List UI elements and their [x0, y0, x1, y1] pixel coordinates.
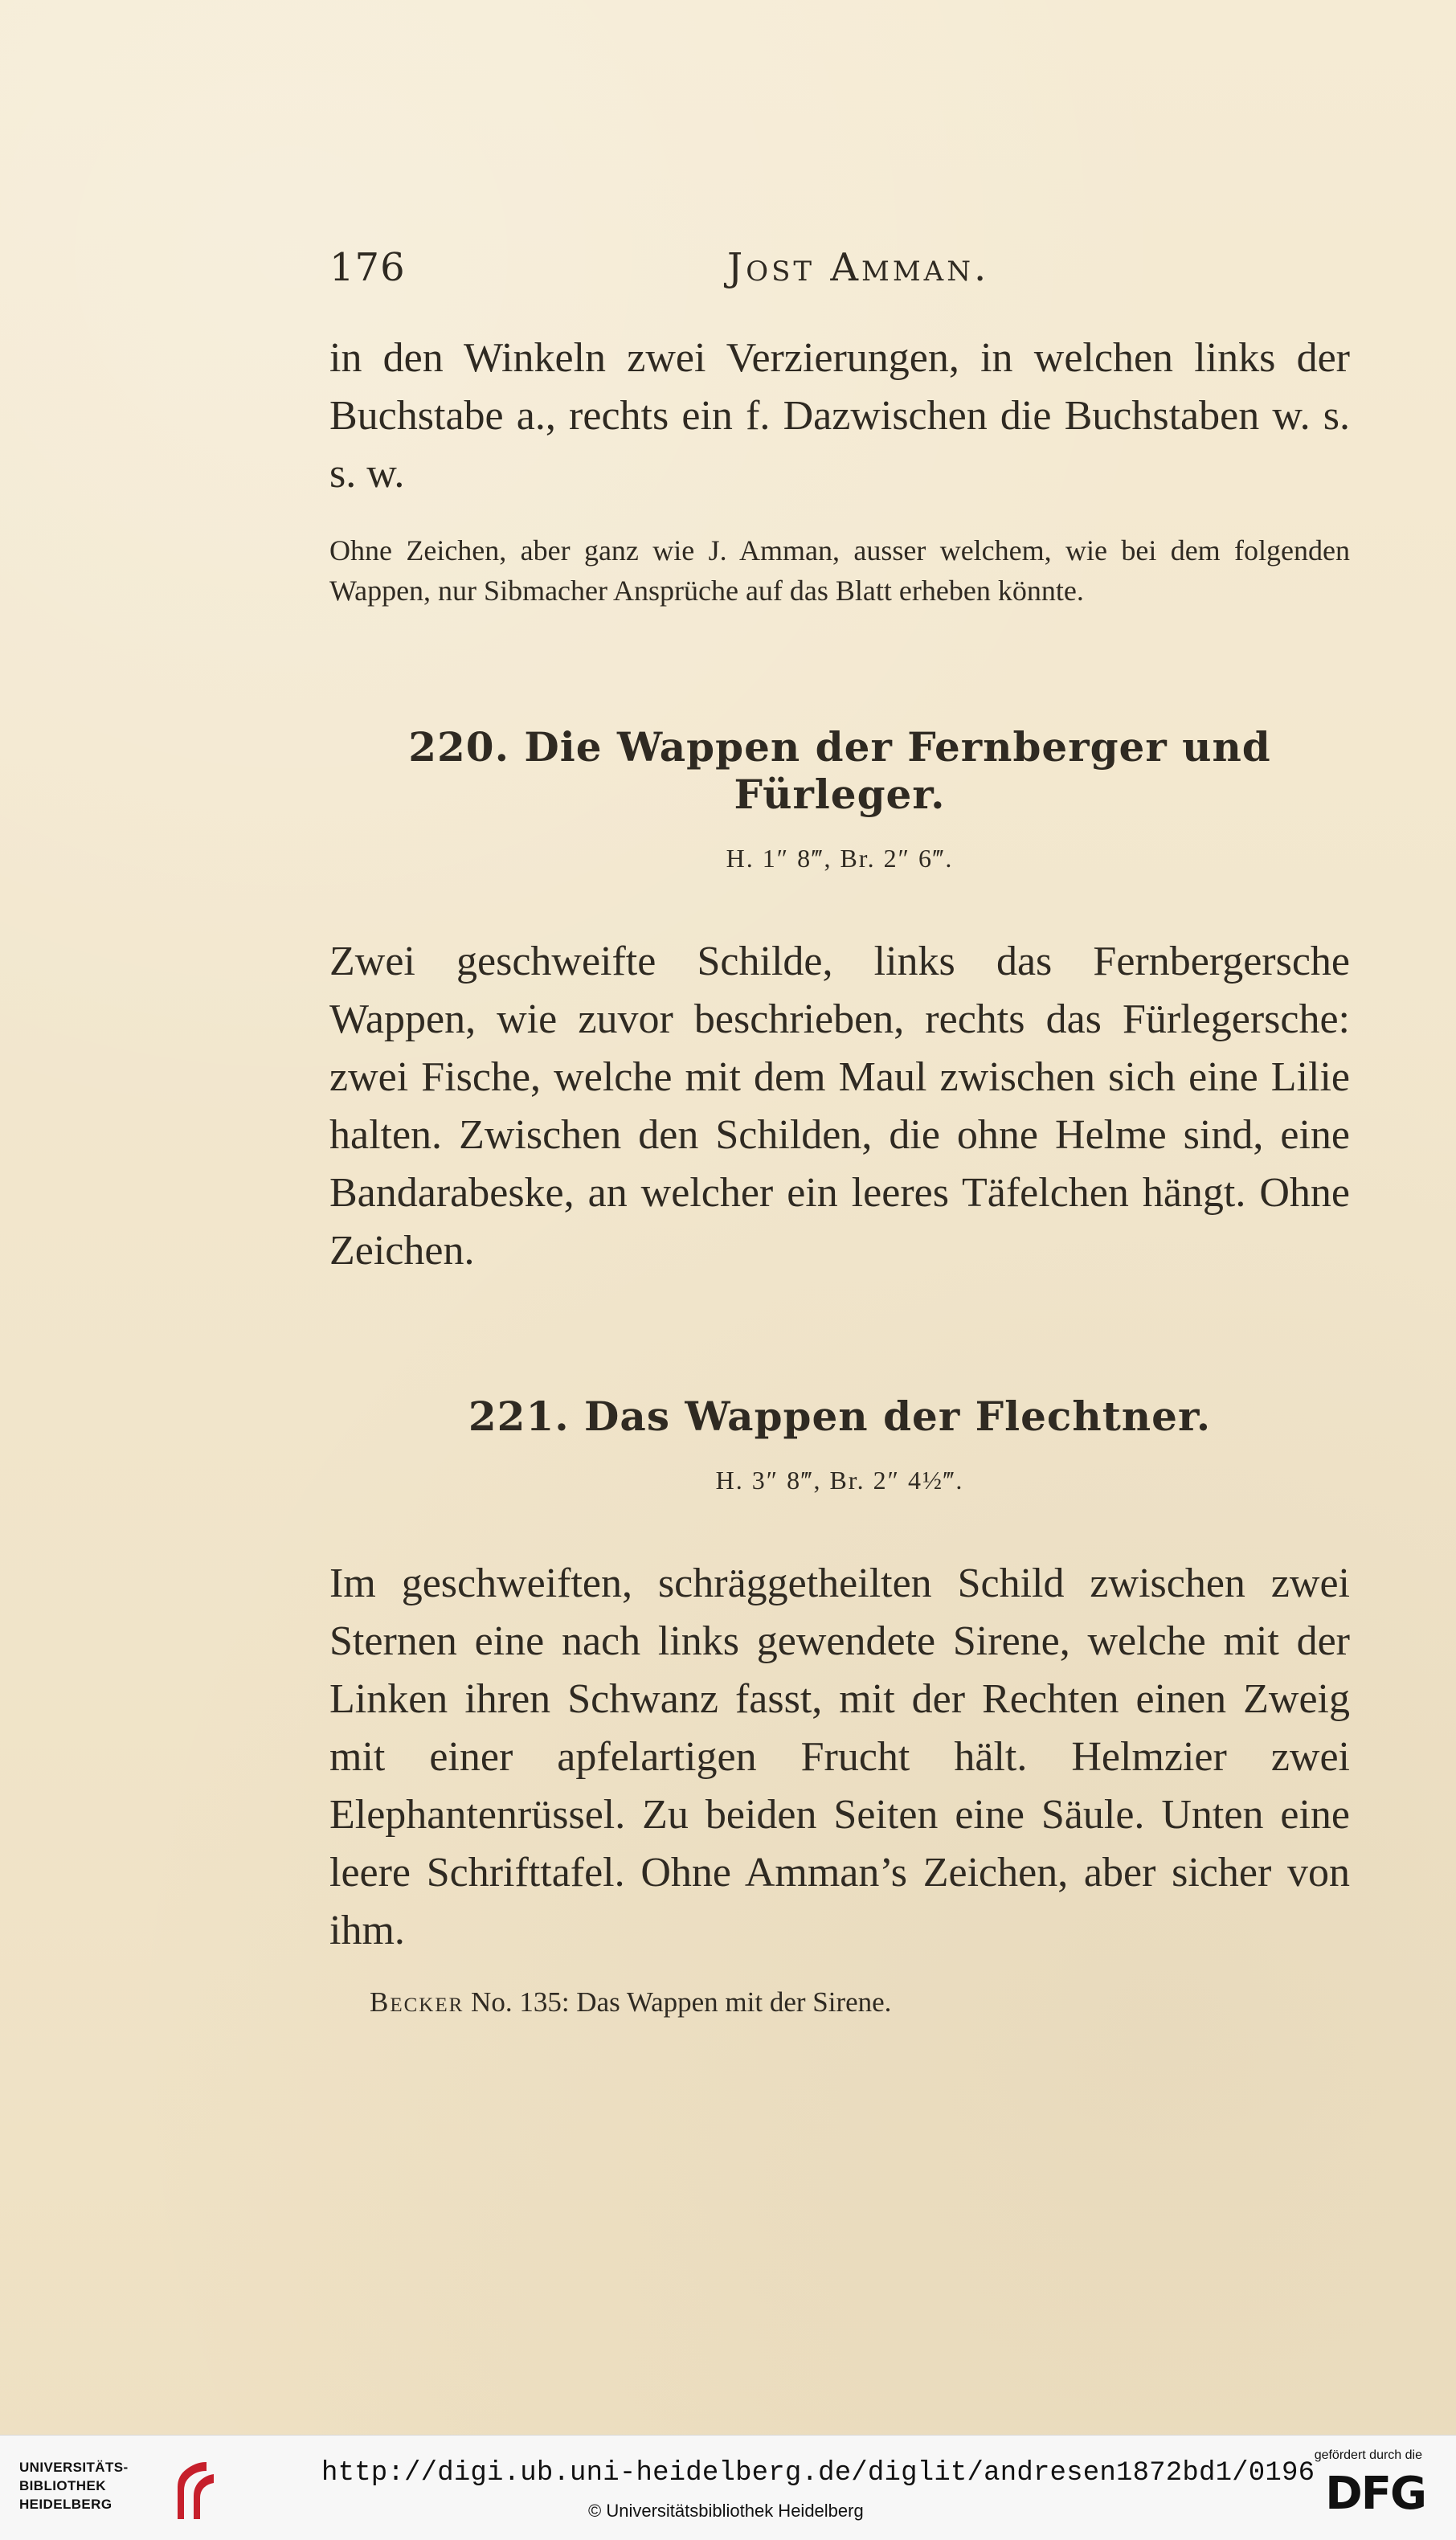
catalog-entry-220: [329, 723, 1350, 1280]
intro-paragraph: in den Winkeln zwei Verzierungen, in welchen links der Buchstabe a., rechts ein f. Dazwischen die Buchstaben w. s. s. w.: [329, 335, 1350, 497]
dfg-funding-label: gefördert durch die: [1314, 2448, 1422, 2462]
entry-description-221: Im geschweiften, schräggetheilten Schild zwischen zwei Sternen eine nach links gewendete Sirene, welche mit der Linken ihren Schwanz fasst, mit der Rechten einen Zweig mit einer apfelartigen Frucht hält. Helmzier zwei Elephantenrüssel. Zu beiden Seiten eine Säule. Unten eine leere Schrifttafel. Ohne Amman’s Zeichen, aber sicher von ihm.: [329, 1560, 1350, 1953]
copyright-notice: © Universitätsbibliothek Heidelberg: [588, 2501, 864, 2521]
entry-heading-220: 220. Die Wappen der Fernberger und Fürleger.: [408, 723, 1271, 818]
catalog-entry-221: [329, 1393, 1350, 2023]
university-library-logo[interactable]: [19, 2458, 220, 2526]
reference-text: No. 135: Das Wappen mit der Sirene.: [471, 1986, 892, 2018]
reference-author: Becker: [370, 1986, 464, 2018]
bibliographic-reference: [370, 1982, 1350, 2023]
book-content: [329, 329, 1350, 2023]
entry-dimensions-220: H. 1″ 8‴, Br. 2″ 6‴.: [726, 844, 954, 873]
library-emblem-icon: [172, 2458, 217, 2524]
dfg-logo[interactable]: DFG: [1325, 2468, 1425, 2520]
entry-heading-221: 221. Das Wappen der Flechtner.: [468, 1393, 1212, 1440]
entry-description-220: Zwei geschweifte Schilde, links das Fernbergersche Wappen, wie zuvor beschrieben, rechts das Fürlegersche: zwei Fische, welche mit dem Maul zwischen sich eine Lilie halten. Zwischen den Schilden, die ohne Helme sind, eine Bandarabeske, an welcher ein leeres Täfelchen hängt. Ohne Zeichen.: [329, 939, 1350, 1274]
entry-dimensions-221: H. 3″ 8‴, Br. 2″ 4½‴.: [715, 1466, 964, 1495]
source-url-link[interactable]: http://digi.ub.uni-heidelberg.de/diglit/andresen1872bd1/0196: [321, 2458, 1315, 2489]
intro-note: Ohne Zeichen, aber ganz wie J. Amman, ausser welchem, wie bei dem folgenden Wappen, nur Sibmacher Ansprüche auf das Blatt erheben könnte.: [329, 534, 1350, 607]
library-name-line-3: HEIDELBERG: [19, 2497, 112, 2512]
running-head: [329, 245, 1350, 301]
library-name-line-2: BIBLIOTHEK: [19, 2478, 106, 2493]
page-number: 176: [329, 245, 406, 290]
header-title: Jost Amman.: [727, 245, 990, 290]
digitization-footer: [0, 2435, 1456, 2540]
library-name-line-1: UNIVERSITÄTS-: [19, 2460, 129, 2475]
